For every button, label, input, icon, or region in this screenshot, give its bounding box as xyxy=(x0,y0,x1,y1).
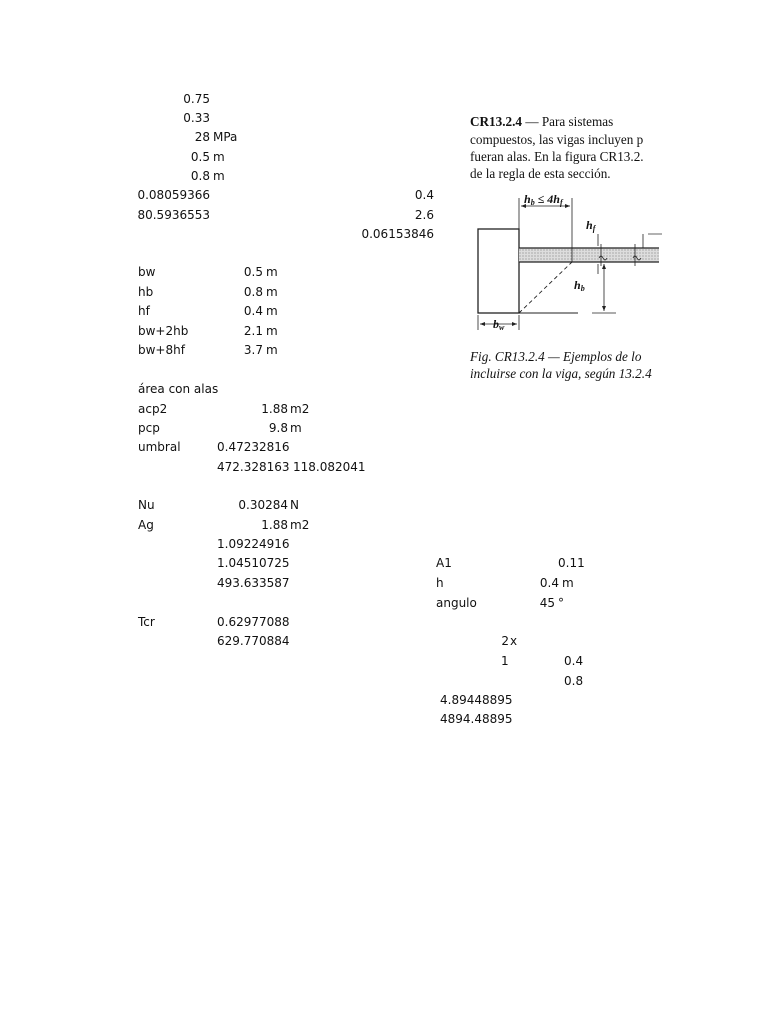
figure-text-line4: de la regla de esta sección. xyxy=(470,166,611,181)
row-label: h xyxy=(436,576,444,590)
unit-cell: m xyxy=(213,150,225,164)
value-cell: 0.06153846 xyxy=(361,227,434,241)
figure-caption-line1: Fig. CR13.2.4 — Ejemplos de lo xyxy=(470,349,642,364)
row-value: 0.8 xyxy=(564,674,584,688)
row-value: 45 xyxy=(539,596,555,610)
dim-label: hb xyxy=(138,285,154,299)
row-label: pcp xyxy=(138,421,160,435)
beam-diagram xyxy=(468,108,662,388)
row-unit: N xyxy=(290,498,299,512)
figure-caption-line2: incluirse con la viga, según 13.2.4 xyxy=(470,366,652,381)
row-value: 0.62977088 xyxy=(217,615,290,629)
row-label: umbral xyxy=(138,440,181,454)
row-unit: m xyxy=(290,421,302,435)
row-value: 1 xyxy=(501,654,509,668)
row-label: angulo xyxy=(436,596,477,610)
dim-label: hf xyxy=(138,304,150,318)
row-value: 629.770884 xyxy=(217,634,290,648)
figure-text-line1: CR13.2.4 — Para sistemas xyxy=(470,114,614,129)
dim-unit: m xyxy=(266,324,278,338)
unit-cell: MPa xyxy=(213,130,238,144)
beam-web-shape xyxy=(478,229,519,313)
dim-unit: m xyxy=(266,304,278,318)
row-value: 493.633587 xyxy=(217,576,290,590)
row-value: 472.328163 xyxy=(217,460,290,474)
row-value: 0.47232816 xyxy=(217,440,290,454)
row-value: 118.082041 xyxy=(293,460,366,474)
row-value: 0.4 xyxy=(564,654,584,668)
figure-text-line2: compuestos, las vigas incluyen p xyxy=(470,132,644,147)
unit-cell: m xyxy=(213,169,225,183)
row-label: acp2 xyxy=(138,402,168,416)
label-bw: bw xyxy=(493,317,505,332)
dim-label: bw xyxy=(138,265,156,279)
value-cell: 0.08059366 xyxy=(137,188,210,202)
value-cell: 28 xyxy=(194,130,210,144)
row-label: A1 xyxy=(436,556,452,570)
row-label: x xyxy=(510,634,518,648)
row-label: Ag xyxy=(138,518,154,532)
row-value: 0.11 xyxy=(558,556,585,570)
row-unit: m2 xyxy=(290,402,310,416)
dim-value: 0.5 xyxy=(243,265,263,279)
row-value: 2 xyxy=(501,634,509,648)
row-value: 1.88 xyxy=(261,518,288,532)
value-cell: 0.5 xyxy=(190,150,210,164)
row-value: 1.88 xyxy=(261,402,288,416)
dim-label: bw+2hb xyxy=(138,324,189,338)
value-cell: 0.75 xyxy=(183,92,210,106)
value-cell: 80.5936553 xyxy=(137,208,210,222)
row-value: 4.89448895 xyxy=(440,693,513,707)
value-cell: 2.6 xyxy=(414,208,434,222)
section-heading: área con alas xyxy=(138,382,219,396)
reference-figure xyxy=(468,108,662,388)
row-unit: ° xyxy=(558,596,564,610)
dim-unit: m xyxy=(266,343,278,357)
dim-unit: m xyxy=(266,285,278,299)
row-unit: m xyxy=(562,576,574,590)
dim-value: 3.7 xyxy=(243,343,263,357)
dim-value: 0.8 xyxy=(243,285,263,299)
dim-value: 0.4 xyxy=(243,304,263,318)
label-hb-le-4hf: hb ≤ 4hf xyxy=(524,192,563,207)
value-cell: 0.4 xyxy=(414,188,434,202)
value-cell: 0.8 xyxy=(190,169,210,183)
row-value: 1.09224916 xyxy=(217,537,290,551)
figure-code: CR13.2.4 xyxy=(470,114,523,129)
label-hb: hb xyxy=(574,278,585,293)
label-hf: hf xyxy=(586,218,596,233)
dim-label: bw+8hf xyxy=(138,343,185,357)
row-value: 1.04510725 xyxy=(217,556,290,570)
row-label: Tcr xyxy=(138,615,155,629)
row-value: 9.8 xyxy=(268,421,288,435)
value-cell: 0.33 xyxy=(183,111,210,125)
row-value: 0.4 xyxy=(539,576,559,590)
row-value: 4894.48895 xyxy=(440,712,513,726)
dim-value: 2.1 xyxy=(243,324,263,338)
row-value: 0.30284 xyxy=(238,498,288,512)
figure-text-line3: fueran alas. En la figura CR13.2. xyxy=(470,149,644,164)
row-unit: m2 xyxy=(290,518,310,532)
row-label: Nu xyxy=(138,498,155,512)
dim-unit: m xyxy=(266,265,278,279)
